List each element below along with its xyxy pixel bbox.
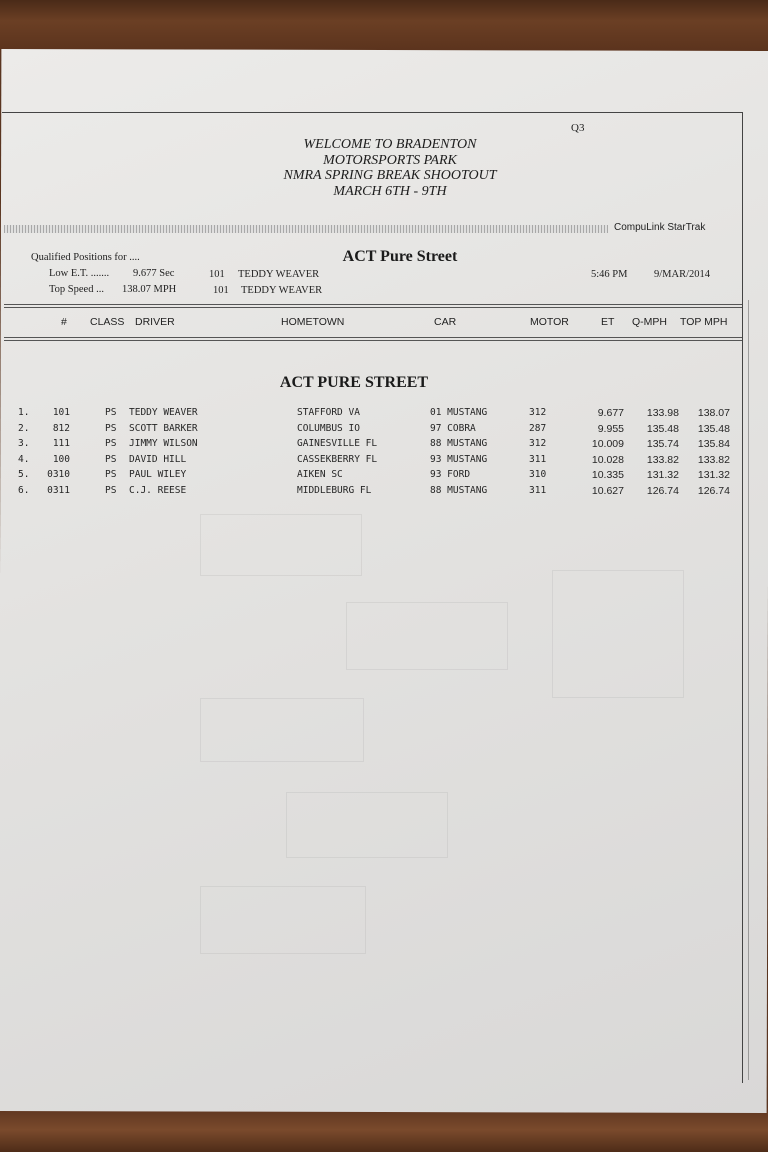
welcome-line-1: WELCOME TO BRADENTON [303,137,477,152]
table-row [0,454,740,469]
cell-hometown: AIKEN SC [297,469,343,480]
cell-qmph: 135.74 [646,438,679,450]
column-header-number: # [61,316,67,328]
cell-driver: SCOTT BARKER [129,422,198,434]
cell-pos: 6. [18,484,30,496]
column-header-top-mph: TOP MPH [680,316,728,328]
welcome-line-2: MOTORSPORTS PARK [323,152,457,168]
cell-num: 111 [52,438,70,449]
cell-num: 101 [52,407,70,418]
column-header-motor: MOTOR [530,316,569,328]
cell-et: 10.009 [591,438,624,450]
cell-qmph: 131.32 [646,469,679,481]
cell-pos: 4. [18,453,30,465]
cell-pos: 1. [18,407,30,418]
cell-et: 9.955 [597,422,624,435]
cell-topmph: 126.74 [697,484,730,497]
cell-et: 10.335 [591,469,624,481]
cell-class: PS [105,422,117,434]
cell-num: 100 [52,453,70,465]
cell-pos: 3. [18,438,30,449]
cell-class: PS [105,407,117,418]
cell-class: PS [105,484,117,496]
cell-driver: TEDDY WEAVER [129,407,198,418]
low-et-value: 9.677 Sec [133,268,175,279]
page-curl-edge [748,300,759,1080]
low-et-driver: TEDDY WEAVER [238,269,320,280]
cell-num: 0311 [47,484,70,496]
hatched-divider [4,225,608,233]
cell-class: PS [105,438,117,449]
top-speed-driver: TEDDY WEAVER [241,285,323,296]
cell-et: 10.627 [591,484,624,497]
cell-et: 9.677 [597,407,624,419]
cell-driver: JIMMY WILSON [129,438,198,449]
report-date: 9/MAR/2014 [654,269,711,280]
header-rule-top [4,304,742,305]
cell-car: 93 FORD [430,469,471,480]
section-title: ACT PURE STREET [279,374,429,391]
desk-surface-bottom [0,1108,768,1152]
low-et-car-number: 101 [209,269,225,280]
cell-motor: 312 [529,438,547,449]
cell-class: PS [105,469,117,480]
cell-topmph: 138.07 [697,407,730,419]
cell-car: 93 MUSTANG [430,453,488,465]
cell-qmph: 133.98 [646,407,679,419]
cell-car: 01 MUSTANG [430,407,488,418]
header-rule-top-double [4,307,742,308]
cell-hometown: COLUMBUS IO [297,422,360,434]
cell-hometown: STAFFORD VA [297,407,360,418]
cell-driver: C.J. REESE [129,484,187,496]
cell-num: 812 [52,422,70,434]
desk-surface-top [0,0,768,52]
column-header-car: CAR [434,316,457,328]
table-row [0,469,740,484]
table-row [0,485,740,500]
cell-hometown: MIDDLEBURG FL [297,484,372,496]
cell-hometown: GAINESVILLE FL [297,438,378,449]
cell-topmph: 135.84 [697,438,730,450]
table-row [0,438,740,453]
class-title: ACT Pure Street [342,248,458,265]
column-header-qmph: Q-MPH [632,316,667,328]
cell-class: PS [105,453,117,465]
cell-driver: DAVID HILL [129,453,187,465]
top-speed-label: Top Speed ... [49,284,104,295]
cell-qmph: 126.74 [646,484,679,497]
column-header-hometown: HOMETOWN [281,316,345,328]
header-rule-bottom [4,337,742,338]
qualified-positions-label: Qualified Positions for .... [31,252,140,263]
table-row [0,407,740,422]
table-row [0,423,740,438]
cell-pos: 2. [18,422,30,434]
event-welcome-block [200,137,580,199]
cell-car: 88 MUSTANG [430,438,488,449]
cell-qmph: 135.48 [646,422,679,435]
report-time: 5:46 PM [591,269,628,280]
cell-motor: 312 [529,407,547,418]
cell-et: 10.028 [591,453,624,466]
column-header-class: CLASS [90,316,125,328]
welcome-line-4: MARCH 6TH - 9TH [333,183,447,199]
column-header-driver: DRIVER [135,316,175,328]
column-header-et: ET [601,316,615,328]
cell-car: 97 COBRA [430,422,476,434]
brand-label: CompuLink StarTrak [614,222,706,233]
cell-motor: 311 [529,453,547,465]
cell-car: 88 MUSTANG [430,484,488,496]
cell-driver: PAUL WILEY [129,469,187,480]
top-speed-value: 138.07 MPH [122,284,177,295]
cell-qmph: 133.82 [646,453,679,466]
cell-motor: 311 [529,484,547,496]
welcome-line-3: NMRA SPRING BREAK SHOOTOUT [283,168,497,183]
low-et-label: Low E.T. ....... [49,268,110,279]
header-rule-bottom-double [4,340,742,341]
top-speed-car-number: 101 [213,285,229,296]
cell-topmph: 133.82 [697,453,730,466]
cell-pos: 5. [18,469,30,480]
report-code: Q3 [571,122,585,134]
cell-motor: 287 [529,422,547,434]
cell-topmph: 135.48 [697,422,730,435]
cell-topmph: 131.32 [697,469,730,481]
cell-hometown: CASSEKBERRY FL [297,453,378,465]
cell-num: 0310 [47,469,70,480]
cell-motor: 310 [529,469,547,480]
